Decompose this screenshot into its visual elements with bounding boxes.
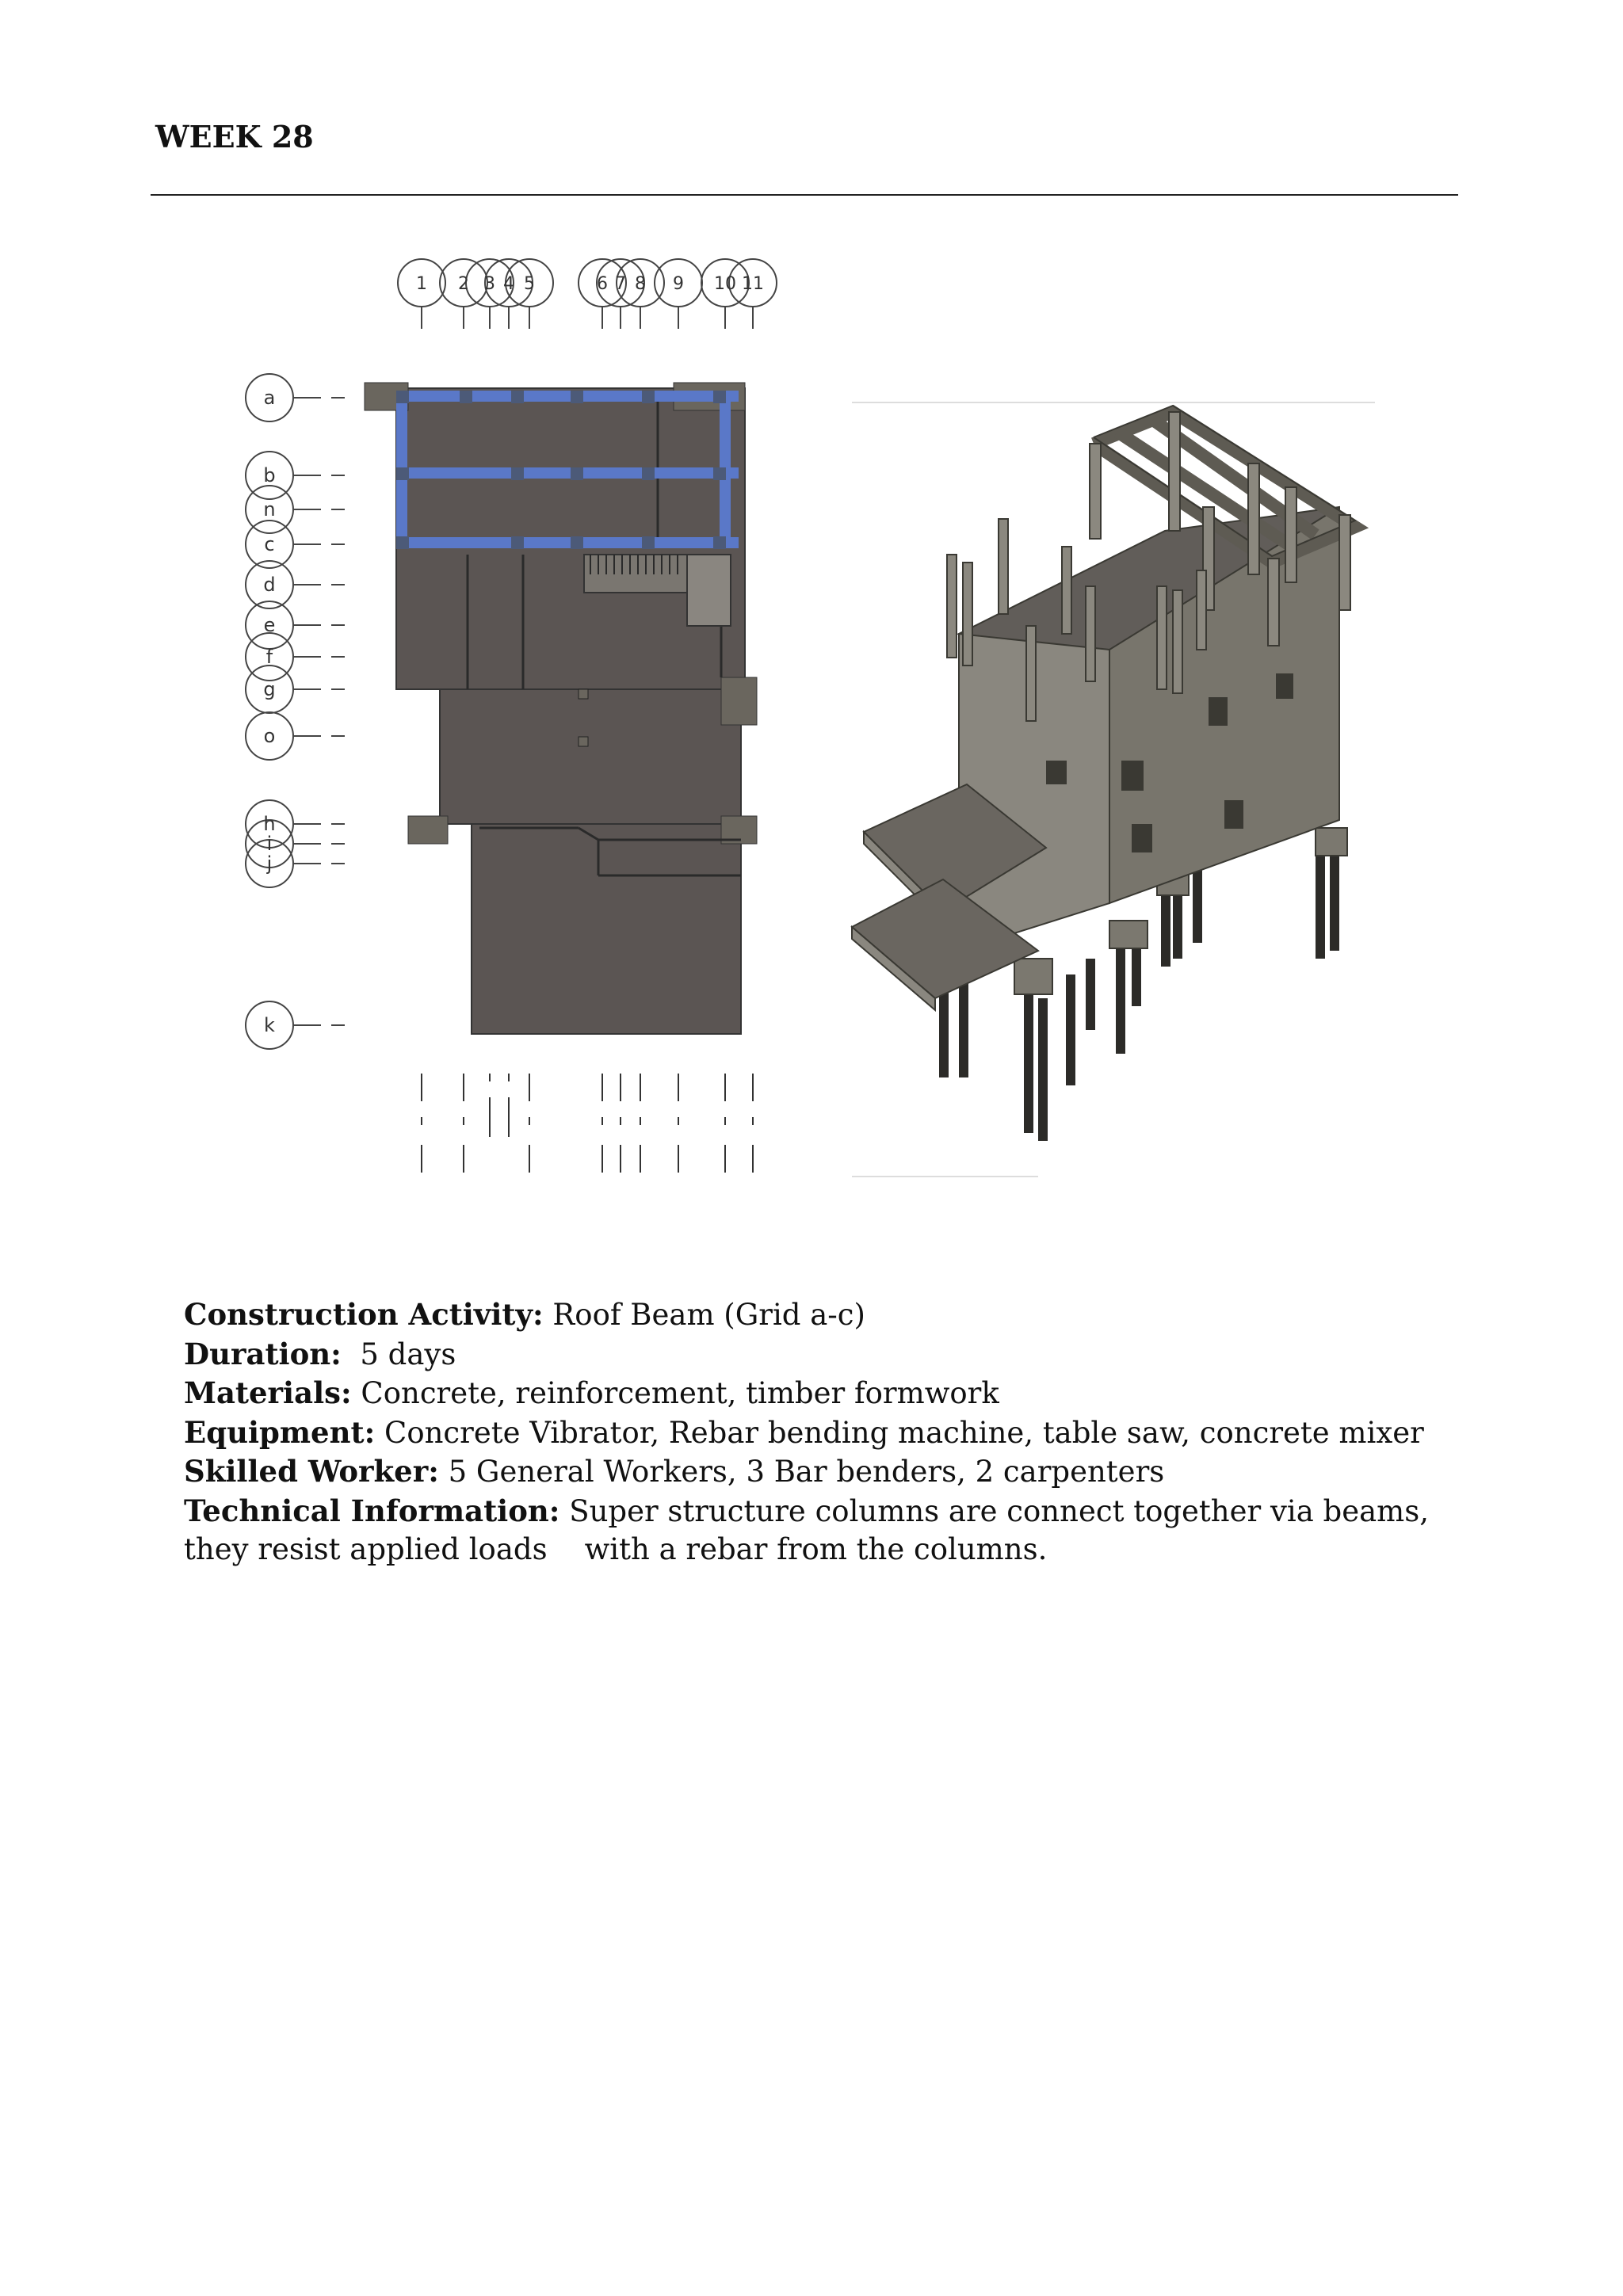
lower-slab: [472, 824, 741, 1034]
grid-label-row-a: a: [263, 387, 276, 409]
grid-label-col-6: 6: [597, 274, 608, 294]
duration-row: [184, 1335, 1468, 1375]
grid-bubble-1: [398, 259, 445, 329]
grid-label-col-8: 8: [635, 274, 646, 294]
technical-value: Super structure columns are connect together via beams, they resist applied loads with a rebar from the columns.: [184, 1493, 1438, 1566]
page-title: WEEK 28: [155, 119, 314, 154]
workers-row: [184, 1452, 1468, 1492]
grid-column-bubbles: [398, 259, 777, 329]
grid-label-row-o: o: [263, 725, 276, 747]
grid-label-col-2: 2: [458, 274, 469, 294]
equipment-label: Equipment:: [184, 1414, 376, 1450]
grid-label-row-g: g: [263, 678, 276, 700]
workers-value: 5 General Workers, 3 Bar benders, 2 carpenters: [438, 1455, 1165, 1489]
materials-label: Materials:: [184, 1375, 352, 1410]
stair: [584, 555, 687, 593]
grid-label-row-f: f: [265, 646, 273, 668]
grid-bubble-c: [246, 521, 345, 568]
activity-details: [184, 1295, 1468, 1569]
grid-label-row-b: b: [263, 464, 276, 486]
grid-label-row-j: j: [266, 852, 273, 875]
grid-bubble-o: [246, 712, 345, 760]
grid-row-bubbles: [246, 374, 345, 1049]
duration-label: Duration:: [184, 1336, 342, 1371]
slab-plan: [365, 383, 757, 1034]
grid-label-row-i: i: [266, 833, 273, 855]
grid-label-row-d: d: [263, 574, 276, 596]
grid-label-col-4: 4: [503, 274, 514, 294]
grid-label-row-k: k: [264, 1014, 275, 1036]
grid-label-col-7: 7: [615, 274, 626, 294]
grid-bubble-10: [701, 259, 749, 329]
grid-label-row-c: c: [264, 533, 275, 555]
equipment-row: [184, 1413, 1468, 1453]
equipment-value: Concrete Vibrator, Rebar bending machine, table saw, concrete mixer: [375, 1415, 1424, 1450]
materials-row: [184, 1374, 1468, 1413]
grid-bubble-i: [246, 820, 345, 868]
grid-label-row-h: h: [263, 813, 276, 835]
grid-label-col-1: 1: [416, 274, 427, 294]
activity-value: Roof Beam (Grid a-c): [543, 1298, 865, 1332]
activity-label: Construction Activity:: [184, 1297, 544, 1332]
grid-bubble-f: [246, 633, 345, 681]
grid-label-col-9: 9: [673, 274, 684, 294]
technical-row: [184, 1492, 1468, 1569]
grid-bubble-e: [246, 601, 345, 649]
grid-bubble-h: [246, 800, 345, 848]
grid-bubble-a: [246, 374, 345, 421]
workers-label: Skilled Worker:: [184, 1454, 439, 1489]
grid-bubble-j: [246, 840, 345, 887]
header-divider: [151, 194, 1458, 196]
grid-bottom-lines: [422, 1074, 753, 1173]
grid-bubble-11: [729, 259, 777, 329]
grid-label-col-5: 5: [524, 274, 535, 294]
grid-bubble-2: [440, 259, 487, 329]
grid-bubble-g: [246, 666, 345, 713]
grid-label-row-n: n: [263, 498, 276, 521]
materials-value: Concrete, reinforcement, timber formwork: [351, 1376, 999, 1410]
duration-value: 5 days: [341, 1337, 456, 1371]
grid-bubble-n: [246, 486, 345, 533]
grid-bubble-b: [246, 452, 345, 499]
grid-bubble-d: [246, 561, 345, 608]
grid-label-col-10: 10: [714, 274, 736, 294]
grid-label-row-e: e: [263, 614, 276, 636]
activity-row: [184, 1295, 1468, 1335]
floor-plan-drawing: [238, 250, 792, 1184]
middle-slab: [440, 689, 741, 824]
grid-label-col-3: 3: [484, 274, 495, 294]
isometric-structure-drawing: [848, 388, 1387, 1180]
grid-bubble-k: [246, 1001, 345, 1049]
technical-label: Technical Information:: [184, 1493, 560, 1528]
grid-label-col-11: 11: [742, 274, 764, 294]
